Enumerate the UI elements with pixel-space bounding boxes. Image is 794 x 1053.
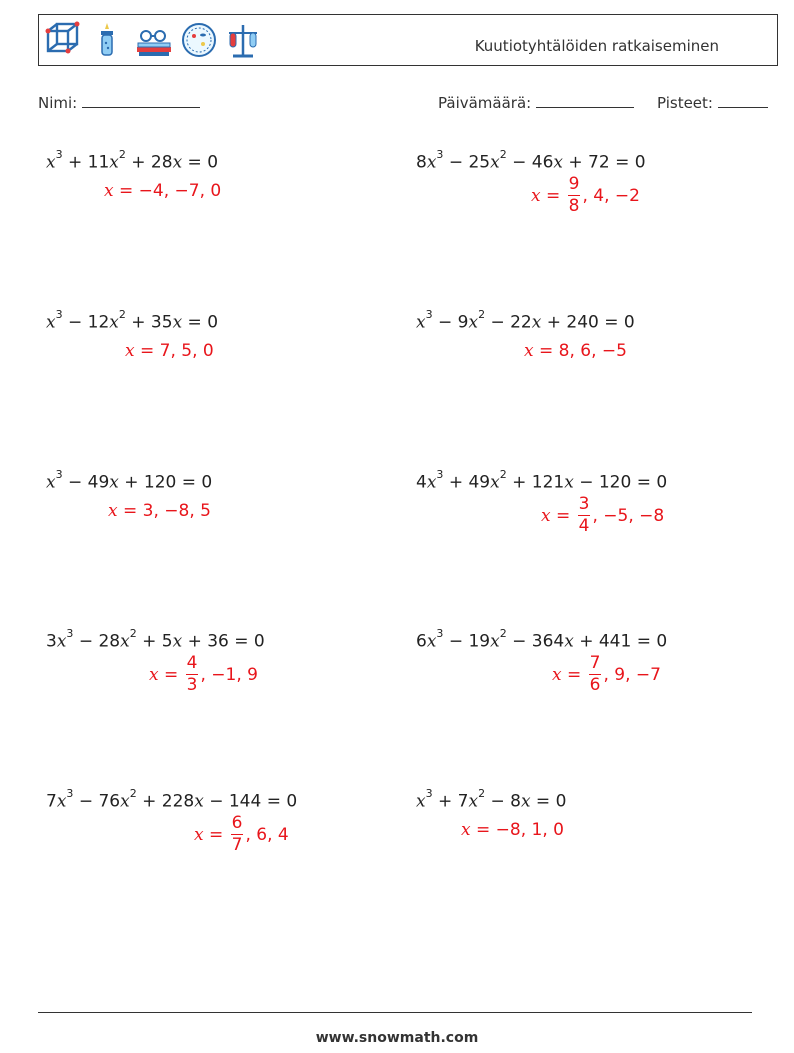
problem-equation: $x^3 + 11x^2 + 28x = 0$	[46, 148, 219, 173]
score-field	[657, 93, 768, 112]
problem-answer: x = 8, 6, −5	[524, 341, 627, 361]
problem-equation: $x^3 - 9x^2 - 22x + 240 = 0$	[416, 308, 635, 333]
petri-dish-icon	[181, 21, 217, 59]
problem-answer: x = $\frac{3}{4}$ , −5, −8	[541, 494, 665, 536]
problem-answer: x = −8, 1, 0	[461, 820, 564, 840]
problem-equation: $4x^3 + 49x^2 + 121x - 120 = 0$	[416, 468, 668, 493]
problem-equation: $8x^3 - 25x^2 - 46x + 72 = 0$	[416, 148, 646, 173]
problem-answer: x = $\frac{9}{8}$ , 4, −2	[531, 174, 640, 216]
date-field	[438, 93, 634, 112]
answer-fraction: $\frac{4}{3}$	[186, 653, 198, 695]
answer-fraction: $\frac{3}{4}$	[578, 494, 590, 536]
problem-answer: x = $\frac{4}{3}$ , −1, 9	[149, 653, 258, 695]
footer-url[interactable]: www.snowmath.com	[315, 1030, 479, 1046]
problem-equation: $7x^3 - 76x^2 + 228x - 144 = 0$	[46, 787, 298, 812]
problem-equation: $x^3 - 12x^2 + 35x = 0$	[46, 308, 219, 333]
date-label: Päivämäärä:	[438, 94, 532, 112]
test-tube-rack-icon	[225, 21, 261, 59]
cube-icon	[45, 21, 81, 59]
test-tube-icon	[89, 21, 125, 59]
name-blank[interactable]	[82, 93, 200, 108]
problem-answer: x = 3, −8, 5	[108, 501, 211, 521]
books-glasses-icon	[133, 21, 173, 59]
problem-answer: x = −4, −7, 0	[104, 181, 222, 201]
date-blank[interactable]	[536, 93, 634, 108]
answer-fraction: $\frac{7}{6}$	[589, 653, 601, 695]
problem-answer: x = 7, 5, 0	[125, 341, 214, 361]
footer-divider	[38, 1012, 752, 1013]
problem-equation: $x^3 - 49x + 120 = 0$	[46, 468, 213, 493]
problem-answer: x = $\frac{6}{7}$ , 6, 4	[194, 813, 289, 855]
problem-equation: $3x^3 - 28x^2 + 5x + 36 = 0$	[46, 627, 265, 652]
worksheet-header	[38, 14, 778, 66]
answer-fraction: $\frac{9}{8}$	[568, 174, 580, 216]
worksheet-title: Kuutiotyhtälöiden ratkaiseminen	[474, 37, 719, 55]
answer-fraction: $\frac{6}{7}$	[231, 813, 243, 855]
score-label: Pisteet:	[657, 94, 713, 112]
problem-equation: $6x^3 - 19x^2 - 364x + 441 = 0$	[416, 627, 668, 652]
score-blank[interactable]	[718, 93, 768, 108]
header-icons	[45, 21, 261, 59]
name-field	[38, 93, 200, 112]
problem-equation: $x^3 + 7x^2 - 8x = 0$	[416, 787, 567, 812]
name-label: Nimi:	[38, 94, 78, 112]
problem-answer: x = $\frac{7}{6}$ , 9, −7	[552, 653, 661, 695]
